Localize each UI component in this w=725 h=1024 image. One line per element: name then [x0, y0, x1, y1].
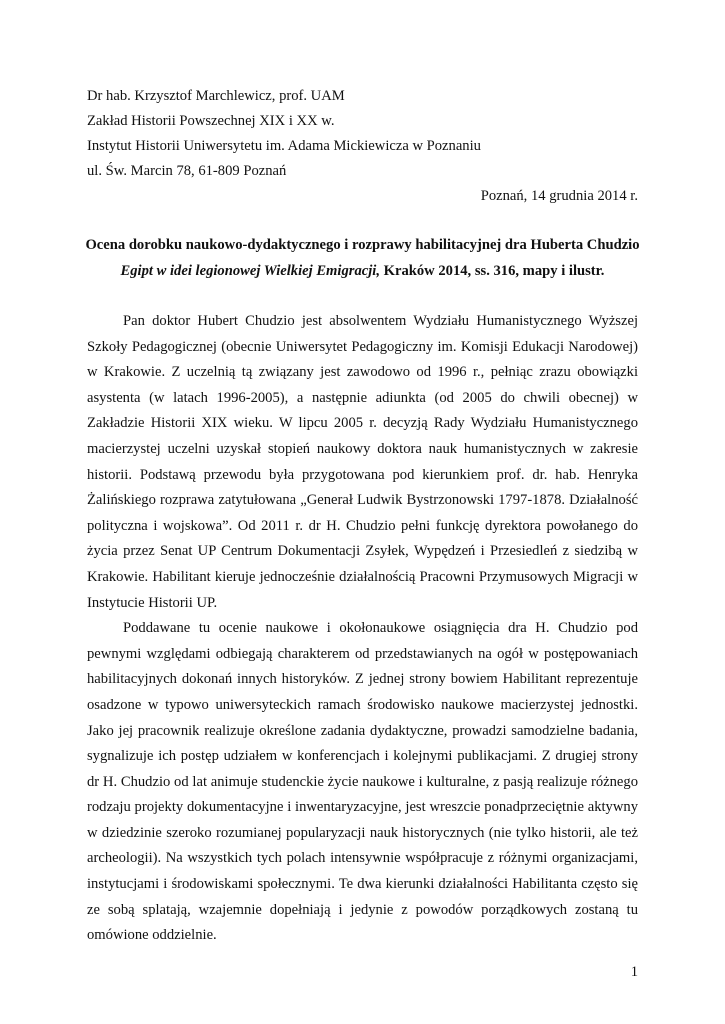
title-text: Ocena dorobku naukowo-dydaktycznego i rozprawy habilitacyjnej dra Huberta Chudzio — [85, 237, 640, 253]
sender-block — [87, 84, 647, 184]
paragraph: Pan doktor Hubert Chudzio jest absolwentem Wydziału Humanistycznego Wyższej Szkoły Pedagogicznej (obecnie Uniwersytet Pedagogiczny im. Komisji Edukacji Narodowej) w Krakowie. Z uczelnią tą związany jest zawodowo od 1996 r., pełniąc zrazu obowiązki asystenta (w latach 1996-2005), a następnie adiunkta (od 2005 do chwili obecnej) w Zakładzie Historii XIX wieku. W lipcu 2005 r. decyzją Rady Wydziału Humanistycznego macierzystej uczelni uzyskał stopień naukowy doktora nauk humanistycznych w zakresie historii. Podstawą przewodu była przygotowana pod kierunkiem prof. dr. hab. Henryka Żalińskiego rozprawa zatytułowana „Generał Ludwik Bystrzonowski 1797-1878. Działalność polityczna i wojskowa”. Od 2011 r. dr H. Chudzio pełni funkcję dyrektora powołanego do życia przez Senat UP Centrum Dokumentacji Zsyłek, Wypędzeń i Przesiedleń z siedzibą w Krakowie. Habilitant kieruje jednocześnie działalnością Pracowni Przymusowych Migracji w Instytucie Historii UP. — [87, 313, 638, 611]
sender-department: Zakład Historii Powszechnej XIX i XX w. — [87, 113, 335, 129]
sender-name: Dr hab. Krzysztof Marchlewicz, prof. UAM — [87, 88, 345, 104]
document-title — [70, 233, 655, 284]
title-publication-details: Kraków 2014, ss. 316, mapy i ilustr. — [379, 262, 605, 279]
body-text — [87, 309, 638, 949]
sender-address: ul. Św. Marcin 78, 61-809 Poznań — [87, 163, 287, 179]
letter-date: Poznań, 14 grudnia 2014 r. — [480, 188, 638, 204]
paragraph: Poddawane tu ocenie naukowe i okołonaukowe osiągnięcia dra H. Chudzio pod pewnymi względami odbiegają charakterem od przedstawianych na ogół w postępowaniach habilitacyjnych dokonań innych historyków. Z jednej strony bowiem Habilitant reprezentuje osadzone w typowo uniwersyteckich ramach środowisko naukowe macierzystej jednostki. Jako jej pracownik realizuje określone zadania dydaktyczne, prowadzi samodzielne badania, sygnalizuje ich postęp udziałem w konferencjach i kolejnymi publikacjami. Z drugiej strony dr H. Chudzio od lat animuje studenckie życie naukowe i kulturalne, z pasją realizuje różnego rodzaju projekty dokumentacyjne i inwentaryzacyjne, jest wreszcie ponadprzeciętnie aktywny w dziedzinie szeroko rozumianej popularyzacji nauk historycznych (nie tylko historii, ale też archeologii). Na wszystkich tych polach intensywnie współpracuje z różnymi organizacjami, instytucjami i środowiskami społecznymi. Te dwa kierunki działalności Habilitanta często się ze sobą splatają, wzajemnie dopełniają i jedynie z powodów porządkowych zostaną tu omówione oddzielnie. — [87, 620, 638, 944]
title-book-name: Egipt w idei legionowej Wielkiej Emigracji, — [120, 262, 380, 279]
page-number: 1 — [630, 964, 638, 980]
sender-institute: Instytut Historii Uniwersytetu im. Adama Mickiewicza w Poznaniu — [87, 138, 481, 154]
